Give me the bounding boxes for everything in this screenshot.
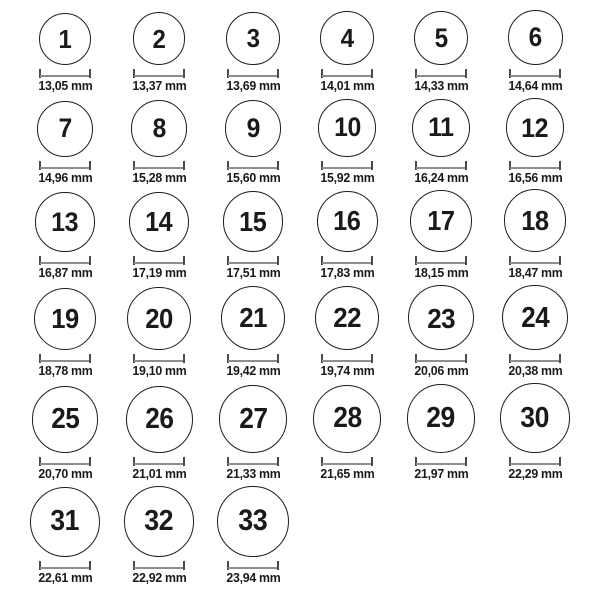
measure-bar [416, 167, 466, 169]
ring-size-cell [300, 10, 394, 94]
diameter-label: 21,01 mm [131, 465, 187, 481]
ring-size-cell [206, 10, 300, 94]
ring-size-number: 31 [50, 505, 80, 538]
measure-tick-right-icon [559, 457, 561, 466]
measure-bar [228, 262, 278, 264]
measure-bar [510, 463, 560, 465]
measure-bar [510, 167, 560, 169]
diameter-measure-line [39, 457, 91, 466]
diameter-label: 13,37 mm [131, 78, 187, 93]
ring-size-cell [18, 98, 112, 186]
ring-size-number: 13 [51, 206, 79, 238]
diameter-label: 17,51 mm [225, 264, 281, 280]
diameter-measure-line [415, 457, 467, 466]
diameter-label: 16,24 mm [413, 169, 469, 185]
diameter-measure-line [415, 256, 467, 265]
ring-circle [414, 11, 468, 65]
measure-bar [134, 167, 184, 169]
ring-circle [127, 287, 190, 350]
measure-bar [134, 360, 184, 362]
ring-size-cell [112, 285, 206, 380]
measure-bar [322, 262, 372, 264]
ring-size-cell [206, 383, 300, 481]
diameter-measure-line [321, 256, 373, 265]
diameter-label: 18,15 mm [413, 264, 469, 280]
diameter-label: 21,97 mm [413, 465, 469, 481]
ring-size-cell [394, 285, 488, 380]
ring-size-cell [206, 486, 300, 586]
ring-circle [34, 288, 97, 351]
diameter-label: 17,19 mm [131, 264, 187, 280]
diameter-label: 20,06 mm [413, 363, 469, 379]
diameter-label: 13,69 mm [225, 78, 281, 93]
ring-size-cell [488, 189, 582, 280]
ring-size-number: 11 [428, 112, 454, 143]
diameter-measure-line [227, 561, 279, 570]
measure-bar [40, 262, 90, 264]
ring-size-number: 25 [50, 403, 80, 436]
measure-tick-right-icon [277, 256, 279, 265]
diameter-label: 20,38 mm [507, 363, 563, 379]
diameter-measure-line [321, 69, 373, 78]
ring-circle [39, 13, 91, 65]
diameter-label: 16,56 mm [507, 169, 563, 185]
diameter-measure-line [321, 354, 373, 363]
ring-size-cell [206, 189, 300, 280]
ring-size-cell [488, 98, 582, 186]
measure-bar [40, 167, 90, 169]
ring-size-cell [18, 486, 112, 586]
measure-bar [416, 75, 466, 77]
diameter-label: 22,61 mm [37, 569, 93, 585]
diameter-label: 20,70 mm [37, 465, 93, 481]
ring-size-number: 16 [333, 205, 361, 237]
ring-size-number: 7 [58, 113, 72, 144]
diameter-measure-line [227, 256, 279, 265]
measure-tick-right-icon [183, 161, 185, 170]
diameter-measure-line [133, 457, 185, 466]
ring-size-cell [112, 383, 206, 481]
measure-bar [416, 360, 466, 362]
diameter-measure-line [227, 354, 279, 363]
ring-size-number: 1 [58, 24, 72, 54]
diameter-label: 22,29 mm [507, 465, 563, 481]
ring-circle [32, 386, 98, 452]
diameter-label: 16,87 mm [37, 264, 93, 280]
measure-tick-right-icon [277, 561, 279, 570]
diameter-label: 15,28 mm [131, 169, 187, 185]
diameter-measure-line [133, 256, 185, 265]
ring-circle [35, 192, 94, 251]
diameter-measure-line [227, 161, 279, 170]
ring-circle [410, 190, 472, 252]
diameter-measure-line [509, 354, 561, 363]
diameter-measure-line [415, 161, 467, 170]
measure-tick-right-icon [183, 354, 185, 363]
ring-size-number: 22 [333, 302, 361, 334]
ring-size-cell [300, 285, 394, 380]
ring-size-number: 30 [520, 401, 550, 434]
diameter-label: 19,10 mm [131, 363, 187, 379]
diameter-label: 23,94 mm [225, 569, 281, 585]
ring-size-number: 32 [144, 505, 174, 537]
diameter-measure-line [227, 457, 279, 466]
ring-size-cell [18, 189, 112, 280]
ring-size-cell [112, 189, 206, 280]
diameter-label: 21,65 mm [319, 465, 375, 481]
diameter-measure-line [39, 161, 91, 170]
ring-circle [315, 286, 380, 351]
ring-size-cell [112, 98, 206, 186]
ring-size-cell [300, 189, 394, 280]
ring-circle [131, 100, 187, 156]
diameter-measure-line [415, 69, 467, 78]
ring-size-number: 5 [434, 22, 448, 53]
measure-bar [134, 75, 184, 77]
diameter-measure-line [321, 457, 373, 466]
ring-size-number: 6 [528, 22, 542, 53]
diameter-label: 13,05 mm [37, 78, 93, 93]
measure-bar [134, 463, 184, 465]
diameter-label: 19,74 mm [319, 363, 375, 379]
ring-size-number: 9 [246, 112, 260, 143]
measure-tick-right-icon [277, 457, 279, 466]
measure-bar [416, 262, 466, 264]
ring-size-number: 23 [427, 301, 455, 334]
ring-size-cell [394, 189, 488, 280]
diameter-measure-line [321, 161, 373, 170]
ring-size-number: 24 [520, 301, 550, 334]
ring-circle [408, 285, 473, 350]
measure-tick-right-icon [183, 256, 185, 265]
ring-size-cell [112, 486, 206, 586]
ring-size-number: 20 [145, 302, 173, 334]
measure-bar [322, 75, 372, 77]
ring-size-number: 29 [426, 401, 456, 434]
ring-circle [225, 100, 282, 157]
ring-circle [506, 98, 565, 157]
measure-tick-right-icon [183, 561, 185, 570]
measure-bar [510, 75, 560, 77]
measure-tick-right-icon [559, 354, 561, 363]
measure-bar [322, 463, 372, 465]
ring-size-number: 10 [333, 112, 361, 143]
measure-tick-right-icon [371, 354, 373, 363]
ring-size-number: 17 [427, 205, 455, 237]
measure-tick-right-icon [183, 69, 185, 78]
ring-circle [226, 12, 279, 65]
ring-size-number: 12 [521, 111, 549, 143]
ring-size-cell [394, 10, 488, 94]
measure-bar [228, 75, 278, 77]
measure-bar [228, 567, 278, 569]
ring-circle [126, 386, 193, 453]
measure-tick-right-icon [465, 69, 467, 78]
measure-tick-right-icon [89, 161, 91, 170]
ring-circle [30, 487, 100, 557]
ring-size-cell [488, 383, 582, 481]
measure-tick-right-icon [559, 256, 561, 265]
measure-bar [40, 75, 90, 77]
diameter-measure-line [133, 561, 185, 570]
ring-size-number: 33 [238, 504, 268, 537]
ring-size-cell [18, 383, 112, 481]
measure-bar [40, 567, 90, 569]
diameter-measure-line [39, 561, 91, 570]
diameter-label: 14,01 mm [319, 78, 375, 93]
ring-circle [129, 192, 189, 252]
measure-bar [228, 167, 278, 169]
ring-size-cell [488, 285, 582, 380]
diameter-measure-line [39, 69, 91, 78]
measure-tick-right-icon [183, 457, 185, 466]
ring-size-number: 27 [238, 402, 268, 435]
diameter-label: 18,78 mm [37, 363, 93, 379]
ring-circle [500, 383, 569, 452]
measure-tick-right-icon [465, 256, 467, 265]
ring-circle [508, 10, 563, 65]
ring-circle [320, 11, 374, 65]
diameter-measure-line [227, 69, 279, 78]
diameter-measure-line [509, 161, 561, 170]
ring-circle [124, 486, 195, 557]
measure-bar [134, 567, 184, 569]
ring-size-cell [394, 383, 488, 481]
diameter-label: 17,83 mm [319, 264, 375, 280]
ring-size-number: 3 [246, 23, 260, 54]
measure-tick-right-icon [371, 69, 373, 78]
ring-size-cell [206, 285, 300, 380]
ring-circle [407, 384, 476, 453]
measure-bar [510, 262, 560, 264]
ring-size-number: 28 [332, 402, 362, 435]
diameter-label: 14,96 mm [37, 169, 93, 185]
ring-circle [223, 191, 283, 251]
measure-tick-right-icon [89, 457, 91, 466]
ring-circle [219, 385, 287, 453]
ring-size-number: 19 [51, 303, 79, 335]
measure-tick-right-icon [559, 69, 561, 78]
ring-size-number: 2 [152, 23, 166, 54]
ring-circle [37, 101, 93, 157]
measure-tick-right-icon [371, 256, 373, 265]
measure-bar [134, 262, 184, 264]
ring-size-number: 26 [144, 402, 174, 435]
ring-size-number: 8 [152, 113, 166, 144]
ring-size-cell [18, 10, 112, 94]
ring-size-number: 4 [340, 22, 354, 53]
ring-circle [221, 286, 285, 350]
measure-bar [228, 360, 278, 362]
diameter-label: 19,42 mm [225, 363, 281, 379]
diameter-label: 14,33 mm [413, 78, 469, 93]
diameter-measure-line [133, 69, 185, 78]
ring-size-number: 15 [239, 205, 267, 237]
measure-tick-right-icon [465, 161, 467, 170]
diameter-label: 22,92 mm [131, 569, 187, 585]
diameter-label: 18,47 mm [507, 264, 563, 280]
diameter-measure-line [509, 256, 561, 265]
ring-circle [313, 385, 381, 453]
ring-circle [217, 486, 288, 557]
diameter-measure-line [509, 457, 561, 466]
diameter-label: 14,64 mm [507, 78, 563, 93]
measure-bar [322, 167, 372, 169]
measure-tick-right-icon [371, 457, 373, 466]
measure-bar [510, 360, 560, 362]
diameter-measure-line [133, 161, 185, 170]
diameter-measure-line [509, 69, 561, 78]
diameter-label: 15,60 mm [225, 169, 281, 185]
ring-size-number: 21 [239, 302, 267, 334]
ring-size-cell [300, 383, 394, 481]
measure-tick-right-icon [371, 161, 373, 170]
ring-size-number: 18 [521, 204, 549, 236]
measure-tick-right-icon [277, 161, 279, 170]
diameter-label: 21,33 mm [225, 465, 281, 481]
measure-bar [322, 360, 372, 362]
measure-tick-right-icon [89, 354, 91, 363]
ring-size-cell [112, 10, 206, 94]
ring-circle [133, 12, 186, 65]
measure-tick-right-icon [89, 69, 91, 78]
diameter-measure-line [133, 354, 185, 363]
measure-tick-right-icon [89, 561, 91, 570]
diameter-measure-line [39, 256, 91, 265]
diameter-measure-line [39, 354, 91, 363]
ring-circle [318, 99, 375, 156]
diameter-measure-line [415, 354, 467, 363]
ring-circle [502, 285, 568, 351]
measure-tick-right-icon [277, 69, 279, 78]
measure-bar [40, 463, 90, 465]
ring-circle [317, 191, 378, 252]
ring-circle [412, 99, 470, 157]
measure-tick-right-icon [277, 354, 279, 363]
ring-size-cell [18, 285, 112, 380]
diameter-label: 15,92 mm [319, 169, 375, 185]
ring-size-cell [300, 98, 394, 186]
measure-bar [416, 463, 466, 465]
ring-size-cell [394, 98, 488, 186]
ring-circle [504, 189, 566, 251]
measure-tick-right-icon [465, 354, 467, 363]
ring-size-cell [206, 98, 300, 186]
measure-bar [40, 360, 90, 362]
measure-tick-right-icon [89, 256, 91, 265]
ring-size-number: 14 [145, 206, 173, 238]
measure-bar [228, 463, 278, 465]
ring-size-cell [488, 10, 582, 94]
measure-tick-right-icon [559, 161, 561, 170]
measure-tick-right-icon [465, 457, 467, 466]
